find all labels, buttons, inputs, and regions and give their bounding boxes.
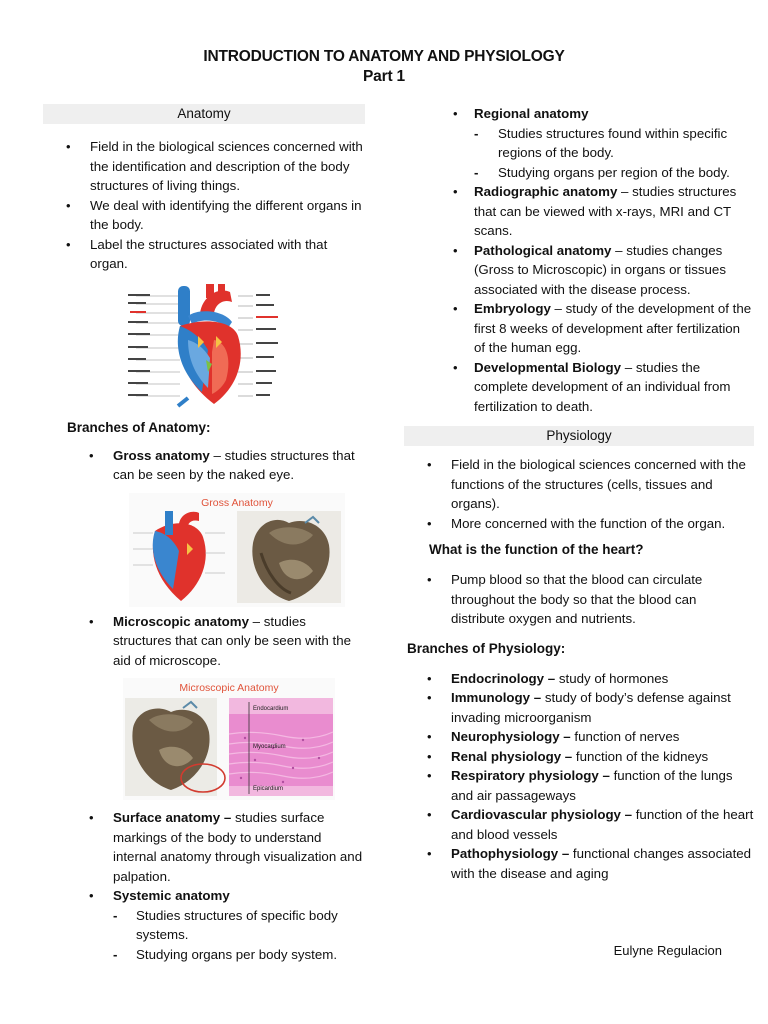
branches-of-anatomy-heading: Branches of Anatomy: <box>67 419 211 435</box>
gross-anatomy-figure <box>43 491 365 609</box>
term: Renal physiology – <box>451 748 573 764</box>
microscopic-anatomy-figure-title: Microscopic Anatomy <box>179 682 279 694</box>
branches-of-physiology-heading: Branches of Physiology: <box>407 640 566 656</box>
gross-anatomy-item <box>43 446 365 485</box>
heart-photo-icon <box>125 698 225 796</box>
term: Surface anatomy – <box>113 810 232 825</box>
epicardium-label: Epicardium <box>253 786 284 792</box>
systemic-anatomy-item <box>43 886 365 906</box>
regional-sub-item: - Studying organs per region of the body. <box>404 163 754 183</box>
gross-anatomy-figure-title: Gross Anatomy <box>201 496 273 509</box>
author-footer: Eulyne Regulacion <box>613 943 722 958</box>
description: – studies structures that can only be seen with the aid of microscope. <box>113 613 352 668</box>
description: study of body’s defense against invading microorganism <box>451 690 731 725</box>
physiology-header: Physiology <box>404 426 754 446</box>
term: Pathological anatomy <box>474 242 612 258</box>
immunology-item <box>404 688 754 727</box>
term: Systemic anatomy <box>113 888 230 903</box>
regional-anatomy-item <box>404 104 754 124</box>
description: functional changes associated with the disease and aging <box>451 846 752 881</box>
anatomy-branches-continued-2 <box>404 182 754 416</box>
heart-function-answer-list <box>404 570 754 629</box>
radiographic-anatomy-item <box>404 182 754 241</box>
physiology-branches-list <box>404 669 754 884</box>
cardiovascular-physiology-item <box>404 805 754 844</box>
systemic-sub-item: - Studying organs per body system. <box>43 945 365 965</box>
term: Developmental Biology <box>474 359 622 375</box>
renal-physiology-item <box>404 747 754 767</box>
surface-anatomy-item <box>43 808 365 886</box>
myocardium-label: Myocardium <box>253 744 286 750</box>
left-column <box>43 104 365 964</box>
right-column <box>404 104 754 883</box>
endocrinology-item <box>404 669 754 689</box>
developmental-biology-item <box>404 358 754 417</box>
term: Endocrinology – <box>451 670 556 686</box>
term: Cardiovascular physiology – <box>451 807 633 822</box>
description: studies surface markings of the body to understand internal anatomy through visualization and palpation. <box>113 810 363 884</box>
title-line1: INTRODUCTION TO ANATOMY AND PHYSIOLOGY <box>203 48 565 65</box>
description: – studies structures that can be seen by the naked eye. <box>113 447 355 482</box>
microscopic-anatomy-item <box>43 612 365 671</box>
term: Pathophysiology – <box>451 846 570 861</box>
description: – studies structures that can be viewed with x-rays, MRI and CT scans. <box>474 184 737 238</box>
respiratory-physiology-item <box>404 766 754 805</box>
list-item: • We deal with identifying the different organs in the body. <box>43 196 365 235</box>
endocardium-label: Endocardium <box>253 706 289 712</box>
term: Embryology <box>474 301 551 316</box>
neurophysiology-item <box>404 727 754 747</box>
list-item: • Label the structures associated with that organ. <box>43 235 365 274</box>
term: Regional anatomy <box>474 106 589 121</box>
list-item: • Field in the biological sciences concerned with the functions of the structures (cells, tissues and organs). <box>404 455 754 514</box>
description: function of the lungs and air passageways <box>451 768 733 803</box>
anatomy-definition-list <box>43 137 365 274</box>
description: study of hormones <box>555 670 669 686</box>
heart-function-question: What is the function of the heart? <box>429 542 644 557</box>
description: function of the kidneys <box>572 748 709 764</box>
description: – study of the development of the first 8 weeks of development after fertilization of the human egg. <box>474 301 752 355</box>
term: Radiographic anatomy <box>474 184 618 199</box>
term: Immunology – <box>451 690 542 705</box>
title-line2: Part 1 <box>363 68 405 85</box>
anatomy-header: Anatomy <box>43 104 365 124</box>
myocardium-tissue-icon <box>229 698 333 796</box>
pathological-anatomy-item <box>404 241 754 300</box>
microscopic-anatomy-figure <box>43 676 365 802</box>
microscopic-anatomy-list <box>43 612 365 671</box>
description: function of the heart and blood vessels <box>451 807 754 842</box>
list-item: • Pump blood so that the blood can circulate throughout the body so that the blood can distribute oxygen and nutrients. <box>404 570 754 629</box>
term: Respiratory physiology – <box>451 768 610 783</box>
list-item: • Field in the biological sciences concerned with the identification and description of the body structures of living things. <box>43 137 365 196</box>
description: – studies changes (Gross to Microscopic) in organs or tissues associated with the disease process. <box>474 242 726 297</box>
physiology-definition-list <box>404 455 754 533</box>
term: Gross anatomy <box>113 447 210 463</box>
regional-sub-item: - Studies structures found within specific regions of the body. <box>404 124 754 163</box>
systemic-sub-item: - Studies structures of specific body systems. <box>43 906 365 945</box>
heart-photo-icon <box>237 511 341 603</box>
gross-anatomy-list <box>43 446 365 485</box>
description: function of nerves <box>570 729 680 744</box>
surface-systemic-list <box>43 808 365 906</box>
list-item: • More concerned with the function of the organ. <box>404 514 754 534</box>
embryology-item <box>404 299 754 358</box>
anatomy-branches-continued <box>404 104 754 124</box>
description: – studies the complete development of an individual from fertilization to death. <box>474 359 731 414</box>
term: Microscopic anatomy <box>113 613 249 629</box>
heart-diagram <box>43 280 365 410</box>
document-title <box>0 47 768 87</box>
term: Neurophysiology – <box>451 729 571 744</box>
pathophysiology-item <box>404 844 754 883</box>
